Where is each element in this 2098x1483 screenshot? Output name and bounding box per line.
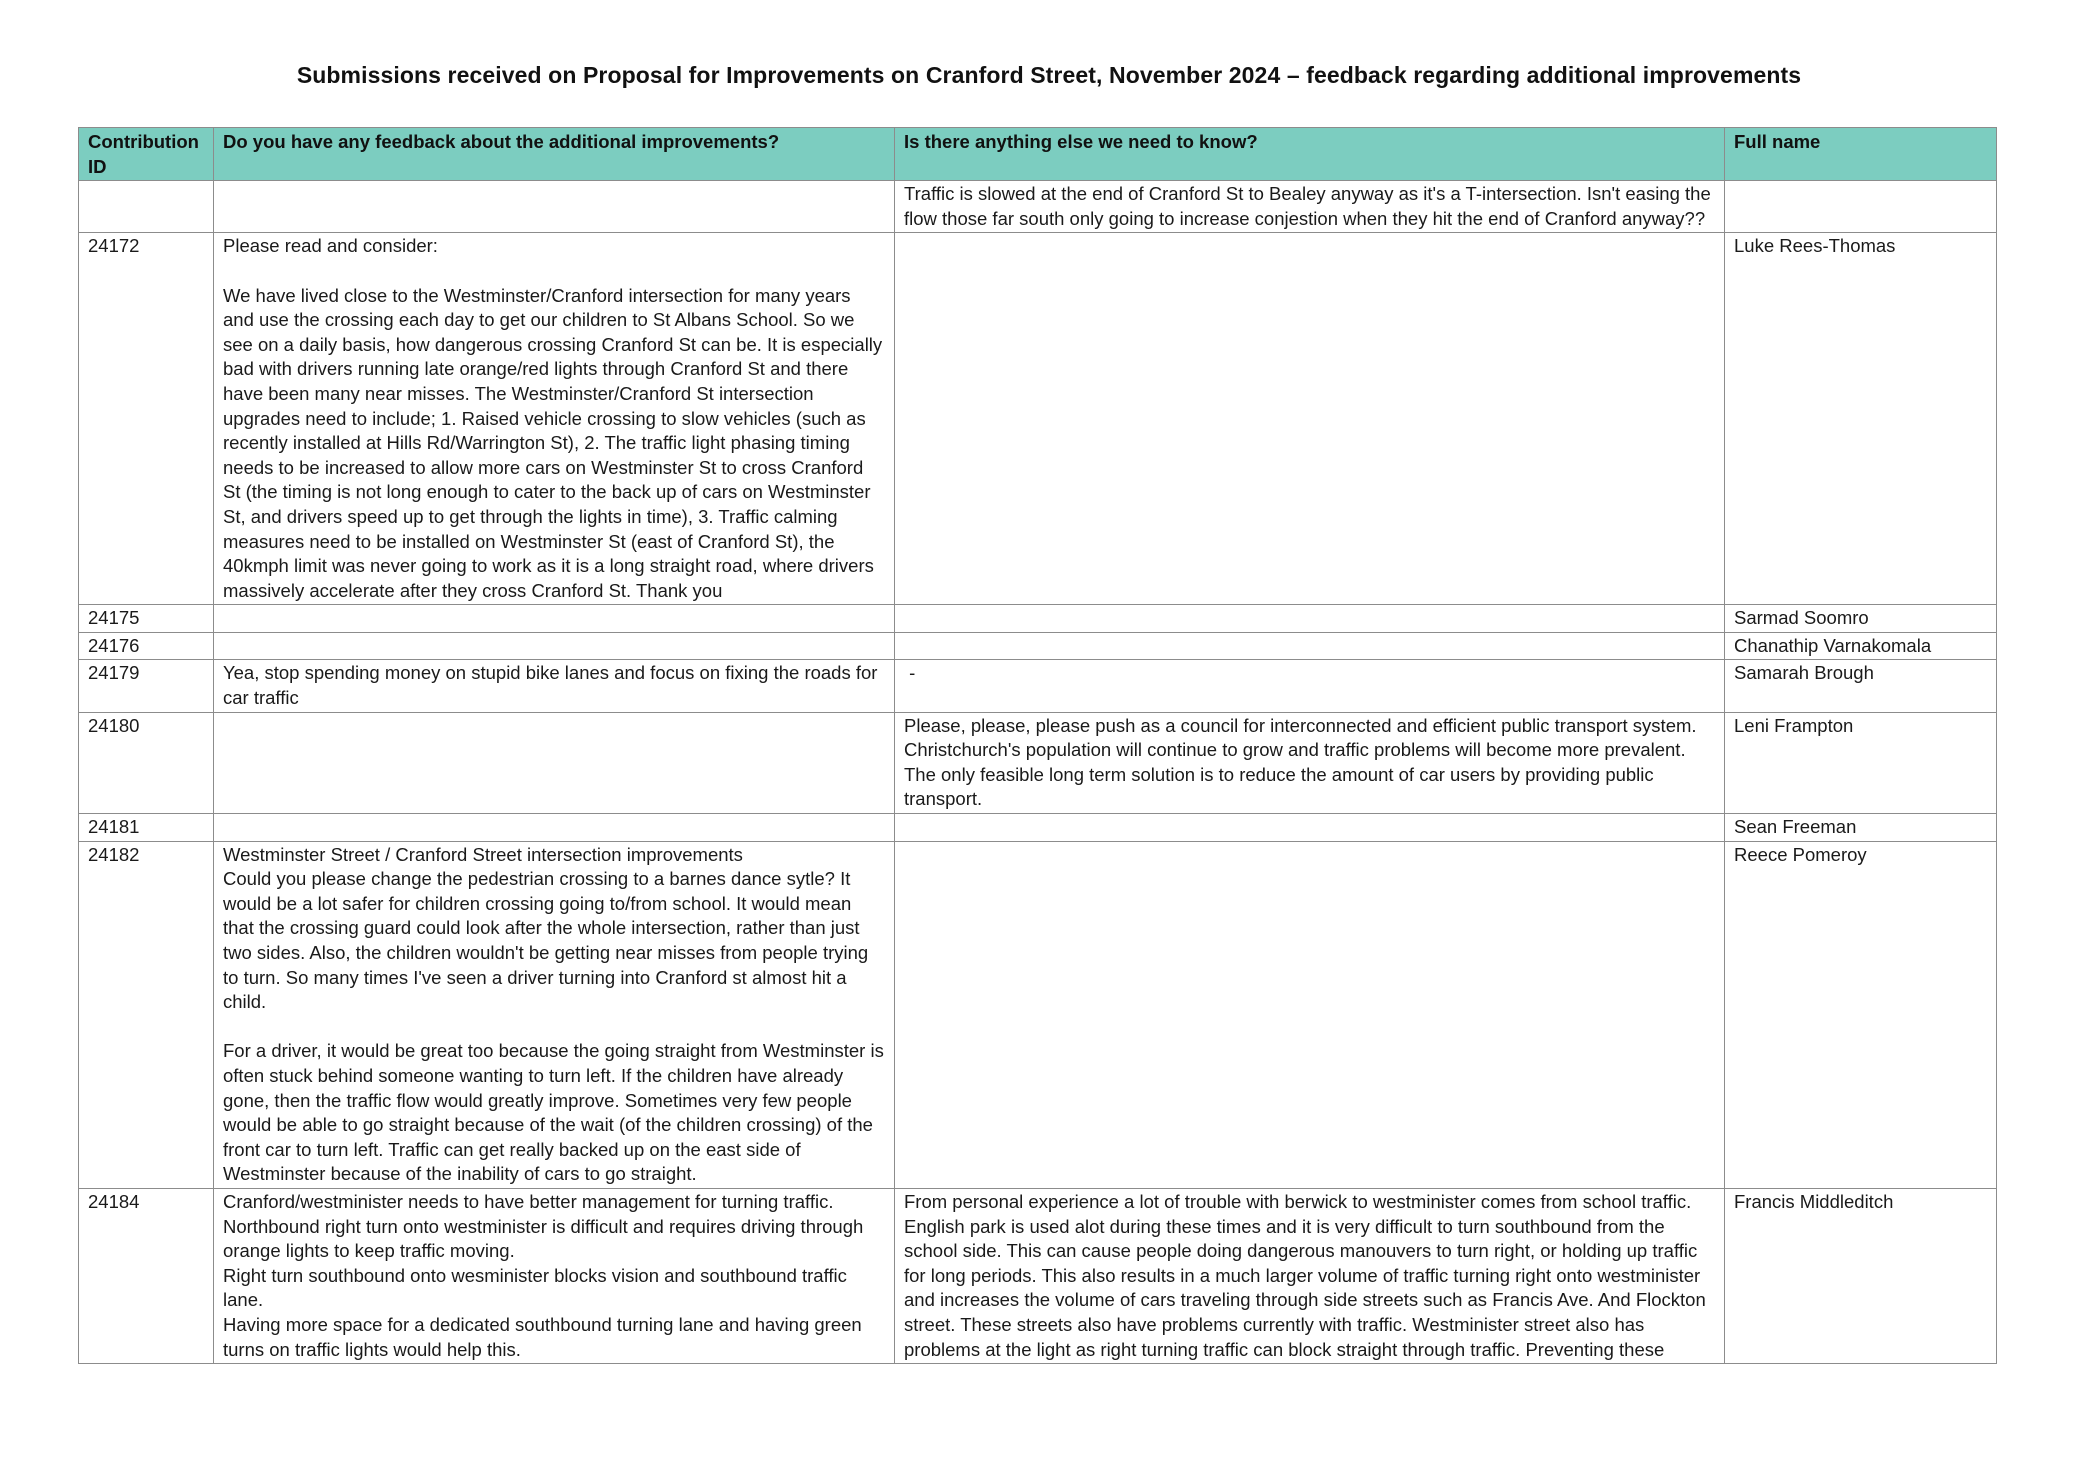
cell-anything-else (895, 605, 1725, 633)
cell-contribution-id: 24176 (79, 632, 214, 660)
cell-contribution-id: 24179 (79, 660, 214, 712)
cell-full-name: Sarmad Soomro (1725, 605, 1997, 633)
header-feedback: Do you have any feedback about the additional improvements? (214, 128, 895, 181)
table-row (79, 712, 1997, 813)
table-row (79, 841, 1997, 1188)
cell-contribution-id: 24180 (79, 712, 214, 813)
table-header (79, 128, 1997, 181)
cell-feedback: Please read and consider: We have lived close to the Westminster/Cranford intersection for many years and use the crossing each day to get our children to St Albans School. So we see on a daily basis, how dangerous crossing Cranford St can be. It is especially bad with drivers running late orange/red lights through Cranford St and there have been many near misses. The Westminster/Cranford St intersection upgrades need to include; 1. Raised vehicle crossing to slow vehicles (such as recently installed at Hills Rd/Warrington St), 2. The traffic light phasing timing needs to be increased to allow more cars on Westminster St to cross Cranford St (the timing is not long enough to cater to the back up of cars on Westminster St, and drivers speed up to get through the lights in time), 3. Traffic calming measures need to be installed on Westminster St (east of Cranford St), the 40kmph limit was never going to work as it is a long straight road, where drivers massively accelerate after they cross Cranford St. Thank you (214, 233, 895, 605)
cell-anything-else (895, 814, 1725, 842)
cell-full-name: Sean Freeman (1725, 814, 1997, 842)
cell-contribution-id (79, 181, 214, 233)
cell-full-name: Leni Frampton (1725, 712, 1997, 813)
cell-contribution-id: 24181 (79, 814, 214, 842)
cell-feedback: Cranford/westminister needs to have better management for turning traffic. Northbound right turn onto westminister is difficult and requires driving through orange lights to keep traffic moving. Right turn southbound onto wesminister blocks vision and southbound traffic lane. Having more space for a dedicated southbound turning lane and having green turns on traffic lights would help this. (214, 1188, 895, 1363)
cell-anything-else (895, 632, 1725, 660)
header-full-name: Full name (1725, 128, 1997, 181)
cell-full-name: Chanathip Varnakomala (1725, 632, 1997, 660)
header-contribution-id: Contribution ID (79, 128, 214, 181)
cell-full-name: Samarah Brough (1725, 660, 1997, 712)
header-anything-else: Is there anything else we need to know? (895, 128, 1725, 181)
cell-feedback (214, 181, 895, 233)
table-row (79, 632, 1997, 660)
cell-anything-else: - (895, 660, 1725, 712)
header-row (79, 128, 1997, 181)
cell-full-name: Luke Rees-Thomas (1725, 233, 1997, 605)
table-body (79, 181, 1997, 1364)
cell-feedback (214, 712, 895, 813)
cell-anything-else: From personal experience a lot of trouble with berwick to westminister comes from school traffic. English park is used alot during these times and it is very difficult to turn southbound from the school side. This can cause people doing dangerous manouvers to turn right, or holding up traffic for long periods. This also results in a much larger volume of traffic turning right onto westminister and increases the volume of cars traveling through side streets such as Francis Ave. And Flockton street. These streets also have problems currently with traffic. Westminister street also has problems at the light as right turning traffic can block straight through traffic. Preventing these (895, 1188, 1725, 1363)
table-row (79, 605, 1997, 633)
cell-anything-else: Traffic is slowed at the end of Cranford St to Bealey anyway as it's a T-intersection. Isn't easing the flow those far south only going to increase conjestion when they hit the end of Cranford anyway?? (895, 181, 1725, 233)
table-row (79, 1188, 1997, 1363)
table-row (79, 660, 1997, 712)
table-row (79, 814, 1997, 842)
cell-feedback (214, 605, 895, 633)
cell-feedback: Yea, stop spending money on stupid bike lanes and focus on fixing the roads for car traffic (214, 660, 895, 712)
cell-full-name: Francis Middleditch (1725, 1188, 1997, 1363)
cell-anything-else (895, 233, 1725, 605)
table-row (79, 181, 1997, 233)
cell-feedback (214, 814, 895, 842)
page-title: Submissions received on Proposal for Improvements on Cranford Street, November 2024 – feedback regarding additional improvements (296, 62, 1802, 88)
cell-feedback (214, 632, 895, 660)
cell-anything-else: Please, please, please push as a council for interconnected and efficient public transport system. Christchurch's population will continue to grow and traffic problems will become more prevalent. The only feasible long term solution is to reduce the amount of car users by providing public transport. (895, 712, 1725, 813)
cell-feedback: Westminster Street / Cranford Street intersection improvements Could you please change the pedestrian crossing to a barnes dance sytle? It would be a lot safer for children crossing going to/from school. It would mean that the crossing guard could look after the whole intersection, rather than just two sides. Also, the children wouldn't be getting near misses from people trying to turn. So many times I've seen a driver turning into Cranford st almost hit a child. For a driver, it would be great too because the going straight from Westminster is often stuck behind someone wanting to turn left. If the children have already gone, then the traffic flow would greatly improve. Sometimes very few people would be able to go straight because of the wait (of the children crossing) of the front car to turn left. Traffic can get really backed up on the east side of Westminster because of the inability of cars to go straight. (214, 841, 895, 1188)
cell-anything-else (895, 841, 1725, 1188)
cell-contribution-id: 24175 (79, 605, 214, 633)
cell-contribution-id: 24184 (79, 1188, 214, 1363)
cell-full-name: Reece Pomeroy (1725, 841, 1997, 1188)
cell-full-name (1725, 181, 1997, 233)
cell-contribution-id: 24182 (79, 841, 214, 1188)
table-row (79, 233, 1997, 605)
cell-contribution-id: 24172 (79, 233, 214, 605)
submissions-table (78, 127, 1997, 1364)
